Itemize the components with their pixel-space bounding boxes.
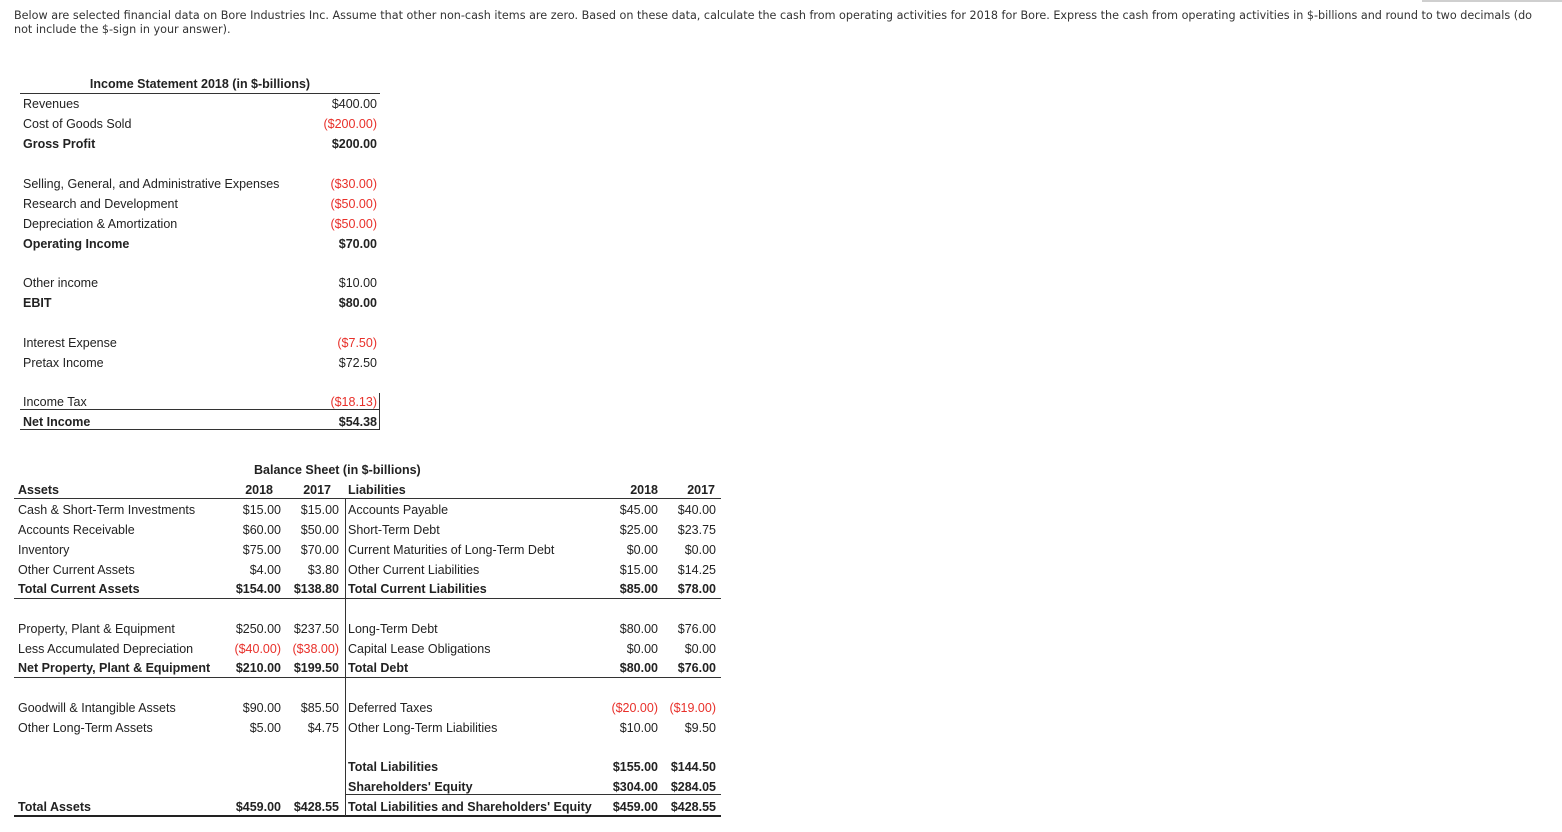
income-row-label: Operating Income (23, 237, 130, 251)
liability-row-value-2018: $304.00 (612, 780, 658, 794)
balance-header-rule (14, 498, 721, 499)
asset-row-value-2018: $210.00 (235, 661, 281, 675)
liability-row-value-2018: $10.00 (619, 721, 658, 735)
liability-row-value-2017: $0.00 (684, 543, 716, 557)
income-row-label: EBIT (23, 296, 52, 310)
liability-row-value-2018: $459.00 (612, 800, 658, 814)
liability-row-label: Other Long-Term Liabilities (348, 721, 498, 735)
liability-row-label: Total Liabilities (348, 760, 439, 774)
liability-row-value-2018: ($20.00) (611, 701, 658, 715)
asset-row-label: Total Current Assets (18, 582, 140, 596)
asset-row-value-2018: $60.00 (242, 523, 281, 537)
income-row-label: Income Tax (23, 395, 87, 409)
income-row-value: ($30.00) (330, 177, 377, 191)
income-title-rule (20, 93, 380, 94)
liability-row-value-2017: $284.05 (670, 780, 716, 794)
asset-row-label: Less Accumulated Depreciation (18, 642, 194, 656)
liability-row-value-2017: $144.50 (670, 760, 716, 774)
liability-row-value-2017: $76.00 (677, 622, 716, 636)
asset-row-value-2018: $4.00 (249, 563, 281, 577)
liability-row-label: Total Debt (348, 661, 409, 675)
ppe-totals-rule (14, 677, 721, 678)
liabilities-header: Liabilities (348, 483, 406, 497)
asset-row-value-2017: $85.50 (300, 701, 339, 715)
liability-row-value-2018: $80.00 (619, 622, 658, 636)
liabilities-year-2018: 2018 (630, 483, 658, 497)
income-row-label: Revenues (23, 97, 80, 111)
asset-row-value-2017: $50.00 (300, 523, 339, 537)
income-row-value: $200.00 (331, 137, 377, 151)
asset-row-value-2018: $90.00 (242, 701, 281, 715)
asset-row-value-2017: $237.50 (293, 622, 339, 636)
income-right-border (379, 393, 380, 430)
liability-row-value-2017: $14.25 (677, 563, 716, 577)
asset-row-label: Other Current Assets (18, 563, 135, 577)
income-row-value: ($50.00) (330, 197, 377, 211)
asset-row-value-2018: $154.00 (235, 582, 281, 596)
income-row-label: Interest Expense (23, 336, 117, 350)
asset-row-value-2018: $459.00 (235, 800, 281, 814)
income-row-value: ($7.50) (337, 336, 377, 350)
asset-row-value-2018: ($40.00) (234, 642, 281, 656)
liability-row-value-2017: ($19.00) (669, 701, 716, 715)
liability-row-value-2017: $0.00 (684, 642, 716, 656)
asset-row-label: Net Property, Plant & Equipment (18, 661, 211, 675)
liability-row-value-2017: $428.55 (670, 800, 716, 814)
question-text: Below are selected financial data on Bore Industries Inc. Assume that other non-cash items are zero. Based on these data, calculate the cash from operating activities for 2018 for Bore. Express the cash from operating activities in $-billions and round to two decimals (do not include the $-sign in your answer). (14, 9, 1533, 36)
asset-row-value-2017: $3.80 (307, 563, 339, 577)
liability-row-value-2018: $85.00 (619, 582, 658, 596)
income-row-label: Cost of Goods Sold (23, 117, 132, 131)
asset-row-value-2018: $5.00 (249, 721, 281, 735)
liability-row-label: Current Maturities of Long-Term Debt (348, 543, 555, 557)
liability-row-label: Total Liabilities and Shareholders' Equity (348, 800, 592, 814)
liability-row-label: Short-Term Debt (348, 523, 440, 537)
liabilities-year-2017: 2017 (687, 483, 715, 497)
liability-row-value-2017: $23.75 (677, 523, 716, 537)
assets-year-2018: 2018 (245, 483, 273, 497)
liabilities-left-border (345, 499, 346, 816)
top-right-border (1422, 0, 1562, 2)
liability-row-label: Deferred Taxes (348, 701, 433, 715)
asset-row-label: Inventory (18, 543, 70, 557)
income-row-value: ($200.00) (323, 117, 377, 131)
income-row-value: $10.00 (338, 276, 377, 290)
asset-row-value-2017: ($38.00) (292, 642, 339, 656)
asset-row-label: Other Long-Term Assets (18, 721, 153, 735)
income-row-label: Net Income (23, 415, 91, 429)
income-statement-title: Income Statement 2018 (in $-billions) (89, 77, 311, 91)
income-row-value: ($50.00) (330, 217, 377, 231)
liability-row-value-2017: $40.00 (677, 503, 716, 517)
liability-row-label: Shareholders' Equity (348, 780, 473, 794)
income-row-value: $72.50 (338, 356, 377, 370)
asset-row-value-2017: $70.00 (300, 543, 339, 557)
liability-row-label: Other Current Liabilities (348, 563, 480, 577)
income-row-value: $70.00 (338, 237, 377, 251)
liability-row-value-2018: $0.00 (626, 642, 658, 656)
income-row-value: $54.38 (338, 415, 377, 429)
income-row-label: Research and Development (23, 197, 178, 211)
asset-row-value-2017: $199.50 (293, 661, 339, 675)
liability-row-value-2018: $80.00 (619, 661, 658, 675)
balance-bottom-rule (14, 815, 721, 817)
income-row-label: Selling, General, and Administrative Expenses (23, 177, 280, 191)
asset-row-value-2018: $250.00 (235, 622, 281, 636)
income-row-label: Pretax Income (23, 356, 104, 370)
balance-sheet-title: Balance Sheet (in $-billions) (254, 463, 421, 477)
asset-row-label: Accounts Receivable (18, 523, 135, 537)
liability-row-value-2017: $78.00 (677, 582, 716, 596)
asset-row-value-2017: $4.75 (307, 721, 339, 735)
liability-row-label: Accounts Payable (348, 503, 449, 517)
liability-row-value-2018: $0.00 (626, 543, 658, 557)
liability-row-value-2018: $155.00 (612, 760, 658, 774)
asset-row-label: Goodwill & Intangible Assets (18, 701, 176, 715)
asset-row-value-2017: $15.00 (300, 503, 339, 517)
asset-row-value-2017: $428.55 (293, 800, 339, 814)
liability-row-value-2018: $45.00 (619, 503, 658, 517)
liability-row-value-2018: $15.00 (619, 563, 658, 577)
asset-row-label: Cash & Short-Term Investments (18, 503, 196, 517)
liability-row-value-2017: $9.50 (684, 721, 716, 735)
asset-row-value-2018: $75.00 (242, 543, 281, 557)
current-totals-rule (14, 598, 721, 599)
income-row-value: $80.00 (338, 296, 377, 310)
asset-row-value-2017: $138.80 (293, 582, 339, 596)
assets-year-2017: 2017 (303, 483, 331, 497)
assets-header: Assets (18, 483, 59, 497)
liability-row-value-2017: $76.00 (677, 661, 716, 675)
asset-row-label: Property, Plant & Equipment (18, 622, 175, 636)
income-row-label: Gross Profit (23, 137, 96, 151)
liability-row-label: Capital Lease Obligations (348, 642, 491, 656)
asset-row-value-2018: $15.00 (242, 503, 281, 517)
income-row-label: Depreciation & Amortization (23, 217, 178, 231)
liability-row-value-2018: $25.00 (619, 523, 658, 537)
liability-row-label: Long-Term Debt (348, 622, 438, 636)
income-row-value: $400.00 (331, 97, 377, 111)
income-row-value: ($18.13) (330, 395, 377, 409)
liability-row-label: Total Current Liabilities (348, 582, 487, 596)
asset-row-label: Total Assets (18, 800, 91, 814)
income-row-label: Other income (23, 276, 99, 290)
